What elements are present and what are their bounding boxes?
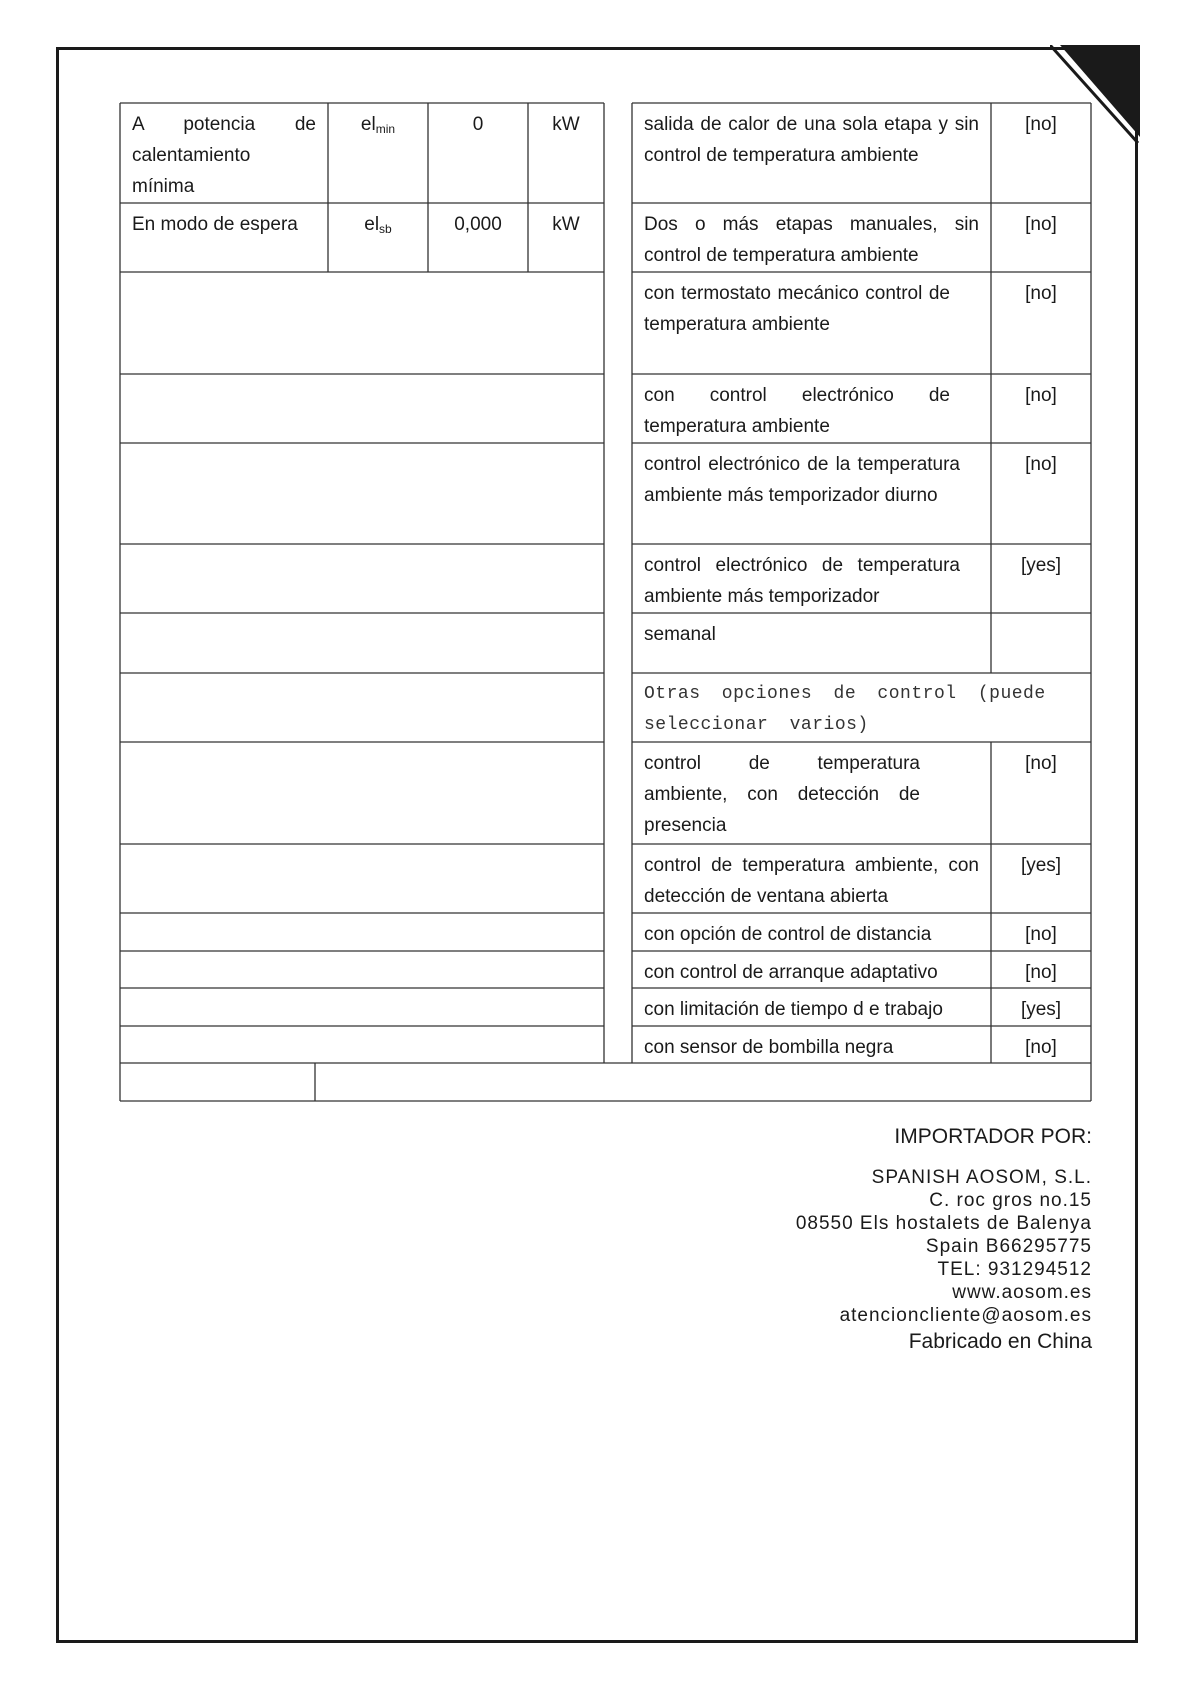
importer-tel: TEL: 931294512 [937,1259,1092,1280]
option-text: control de temperatura ambiente, con detección de ventana abierta [644,855,979,907]
option-text: con control de arranque adaptativo [644,962,938,983]
option-text: control electrónico de la temperatura ambiente más temporizador diurno [644,454,960,506]
option-text: con opción de control de distancia [644,924,932,945]
option-text: control electrónico de temperatura ambiente más temporizador [644,555,960,607]
option-value: [no] [1025,454,1057,475]
option-value: [no] [1025,385,1057,406]
made-in-label: Fabricado en China [908,1330,1092,1353]
option-value [991,613,1091,673]
option-value: [yes] [1020,855,1062,876]
option-text: con termostato mecánico control de temperatura ambiente [644,283,950,335]
option-text: con limitación de tiempo d e trabajo [644,999,943,1020]
importer-heading: IMPORTADOR POR: [894,1125,1092,1148]
other-options-heading: Otras opciones de control (puede seleccionar varios) [644,684,1046,735]
value-elsb: 0,000 [454,214,502,235]
symbol-elsb: $el_{sb}$ [364,214,392,236]
option-value: [no] [1025,924,1057,945]
option-value: [no] [1025,1037,1057,1058]
importer-company: SPANISH AOSOM, S.L. [871,1167,1092,1188]
value-elmin: 0 [472,114,484,135]
importer-address [796,1166,1092,1327]
option-text: con sensor de bombilla negra [644,1037,894,1058]
option-text: salida de calor de una sola etapa y sin control de temperatura ambiente [644,114,979,166]
option-value: [no] [1025,962,1057,983]
label-min-heat-output: A potencia de calentamiento mínima [132,114,316,197]
option-value: [no] [1025,753,1057,774]
unit-elmin: kW [552,114,580,135]
option-value: [no] [1025,283,1057,304]
option-text: semanal [644,624,716,645]
option-value: [yes] [1020,555,1062,576]
unit-elsb: kW [552,214,580,235]
option-text: control de temperatura ambiente, con detección de presencia [644,753,920,836]
option-text: Dos o más etapas manuales, sin control de temperatura ambiente [644,214,979,266]
importer-city: 08550 Els hostalets de Balenya [795,1213,1092,1234]
option-value: [no] [1025,214,1057,235]
option-value: [no] [1025,114,1057,135]
importer-email: atencioncliente@aosom.es [839,1305,1092,1326]
symbol-elmin: $el_{min}$ [360,114,396,136]
importer-country-id: Spain B66295775 [925,1236,1092,1257]
option-text: con control electrónico de temperatura ambiente [644,385,950,437]
option-value: [yes] [1020,999,1062,1020]
importer-web: www.aosom.es [952,1282,1092,1303]
label-standby: En modo de espera [132,214,298,235]
importer-street: C. roc gros no.15 [929,1190,1092,1211]
